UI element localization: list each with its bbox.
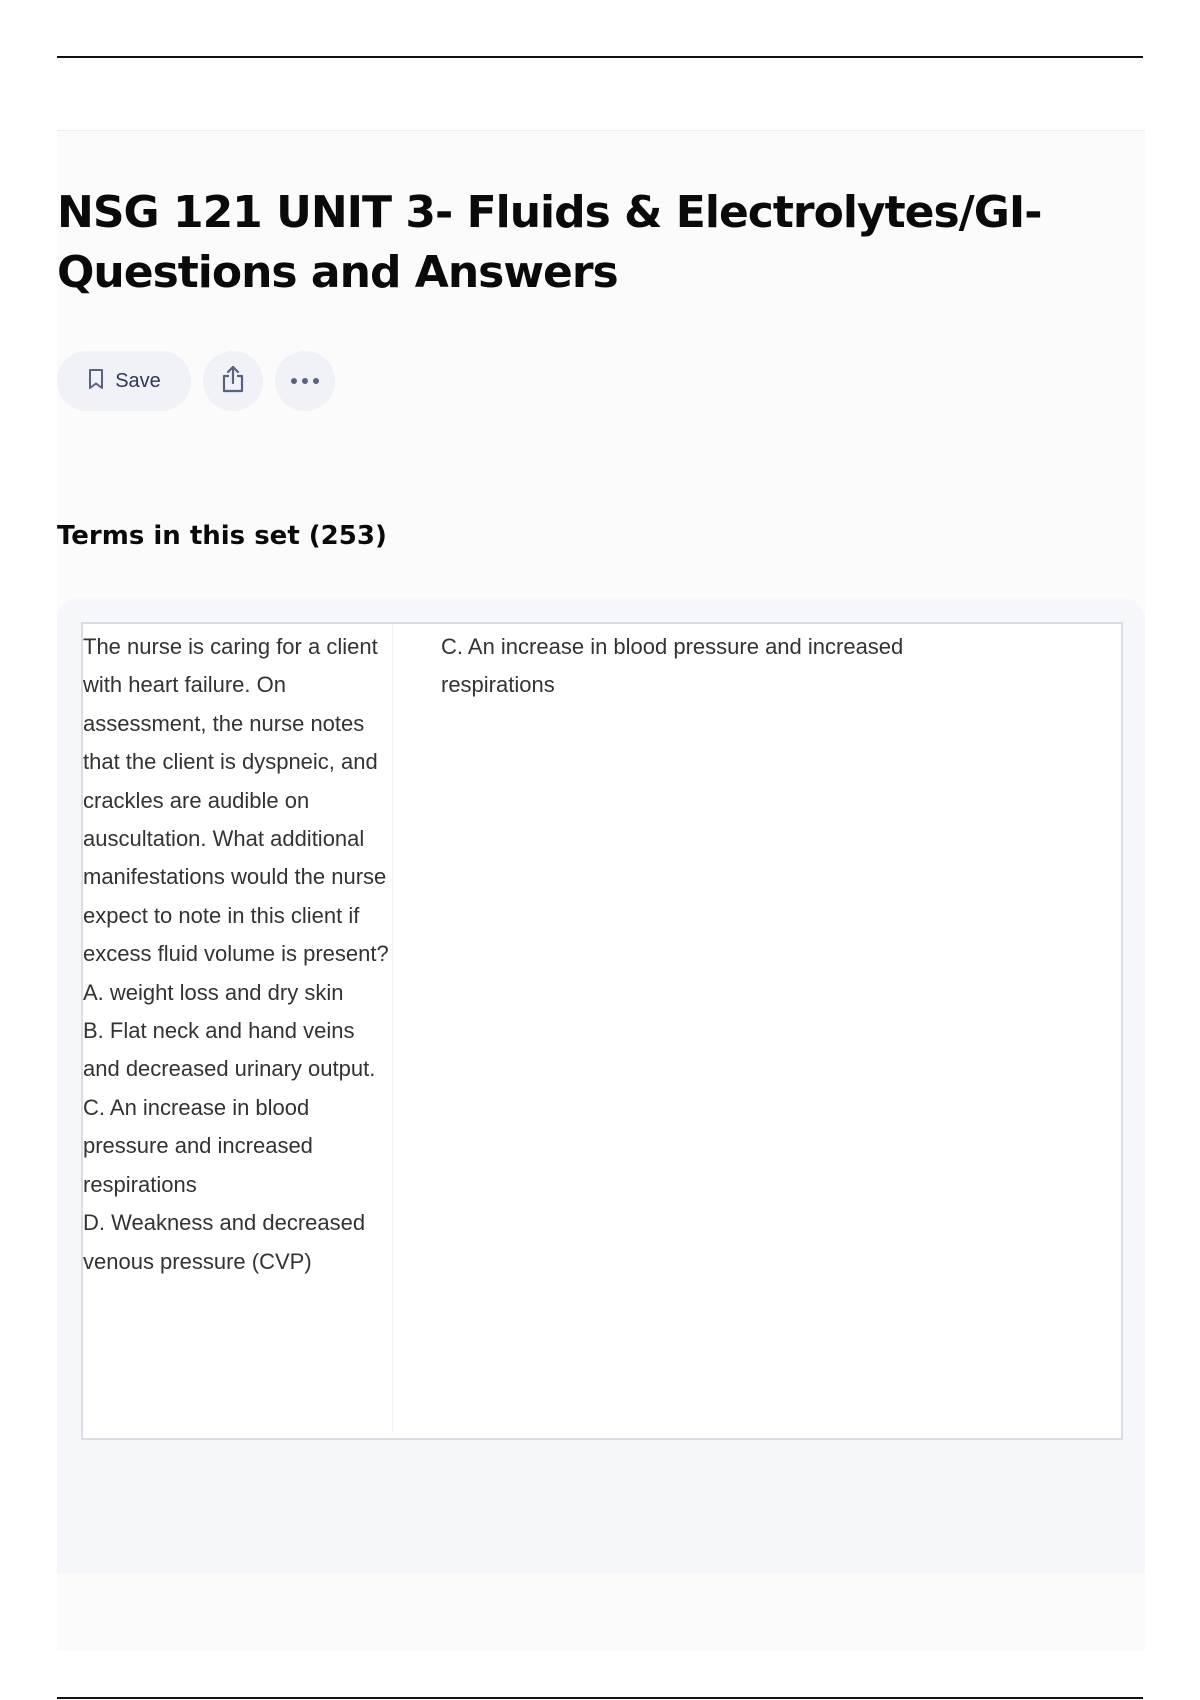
save-label: Save: [115, 369, 161, 392]
more-options-button[interactable]: [275, 351, 335, 411]
share-icon: [220, 364, 246, 399]
bottom-divider: [57, 1697, 1143, 1699]
top-divider: [57, 56, 1143, 58]
bookmark-icon: [87, 368, 105, 395]
term-question: The nurse is caring for a client with heart failure. On assessment, the nurse notes that the client is dyspneic, and crackles are audible on auscultation. What additional manifestations would the nurse expect to note in this client if excess fluid volume is present? A. weight loss and dry skin B. Flat neck and hand veins and decreased urinary output. C. An increase in blood pressure and increased respirations D. Weakness and decreased venous pressure (CVP): [83, 624, 393, 1432]
term-card: [81, 622, 1123, 1440]
study-set-content: [57, 130, 1145, 1651]
share-button[interactable]: [203, 351, 263, 411]
more-icon: [290, 372, 320, 390]
set-title: NSG 121 UNIT 3- Fluids & Electrolytes/GI- Questions and Answers: [57, 187, 1042, 298]
term-answer: C. An increase in blood pressure and increased respirations: [441, 634, 904, 698]
set-actions: [57, 351, 335, 411]
save-button[interactable]: [57, 351, 191, 411]
terms-list: [57, 598, 1145, 1573]
terms-heading: Terms in this set (253): [57, 521, 387, 551]
